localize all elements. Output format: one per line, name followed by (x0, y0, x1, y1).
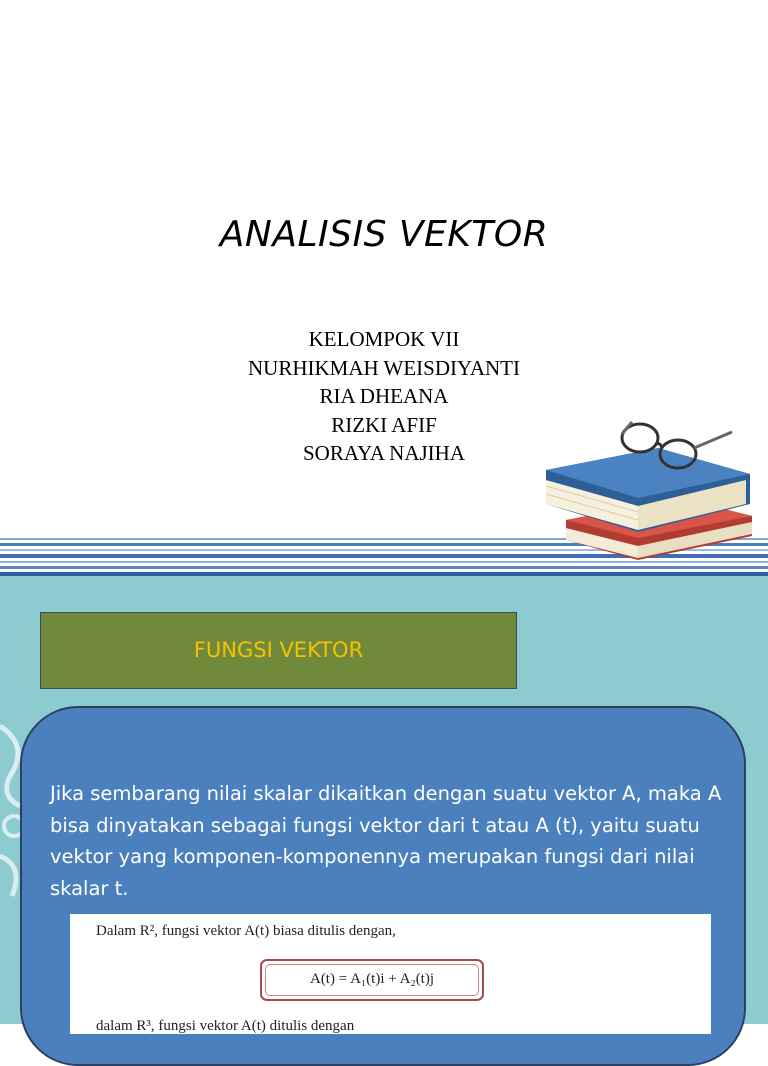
equation-box (260, 959, 484, 1001)
document-line-cut: dalam R³, fungsi vektor A(t) ditulis dengan (96, 1018, 355, 1034)
document-line: Dalam R², fungsi vektor A(t) biasa ditulis dengan, (96, 923, 396, 939)
member-name: RIA DHEANA (319, 384, 449, 408)
definition-text: Jika sembarang nilai skalar dikaitkan dengan suatu vektor A, maka A bisa dinyatakan sebagai fungsi vektor dari t atau A (t), yaitu suatu vektor yang komponen-komponennya merupakan fungsi dari nilai skalar t. (50, 782, 722, 900)
section-heading-box (40, 612, 517, 689)
books-glasses-icon (540, 408, 768, 576)
content-slide (0, 576, 768, 1034)
member-name: RIZKI AFIF (331, 412, 437, 437)
section-heading: FUNGSI VEKTOR (193, 638, 364, 662)
member-name: NURHIKMAH WEISDIYANTI (247, 355, 520, 380)
equation: A(t) = A₁(t)i + A₂(t)j (309, 971, 435, 987)
member-name: SORAYA NAJIHA (302, 441, 465, 465)
embedded-document (70, 914, 711, 1034)
slide-title: ANALISIS VEKTOR (219, 214, 549, 255)
group-name: KELOMPOK VII (308, 327, 460, 351)
